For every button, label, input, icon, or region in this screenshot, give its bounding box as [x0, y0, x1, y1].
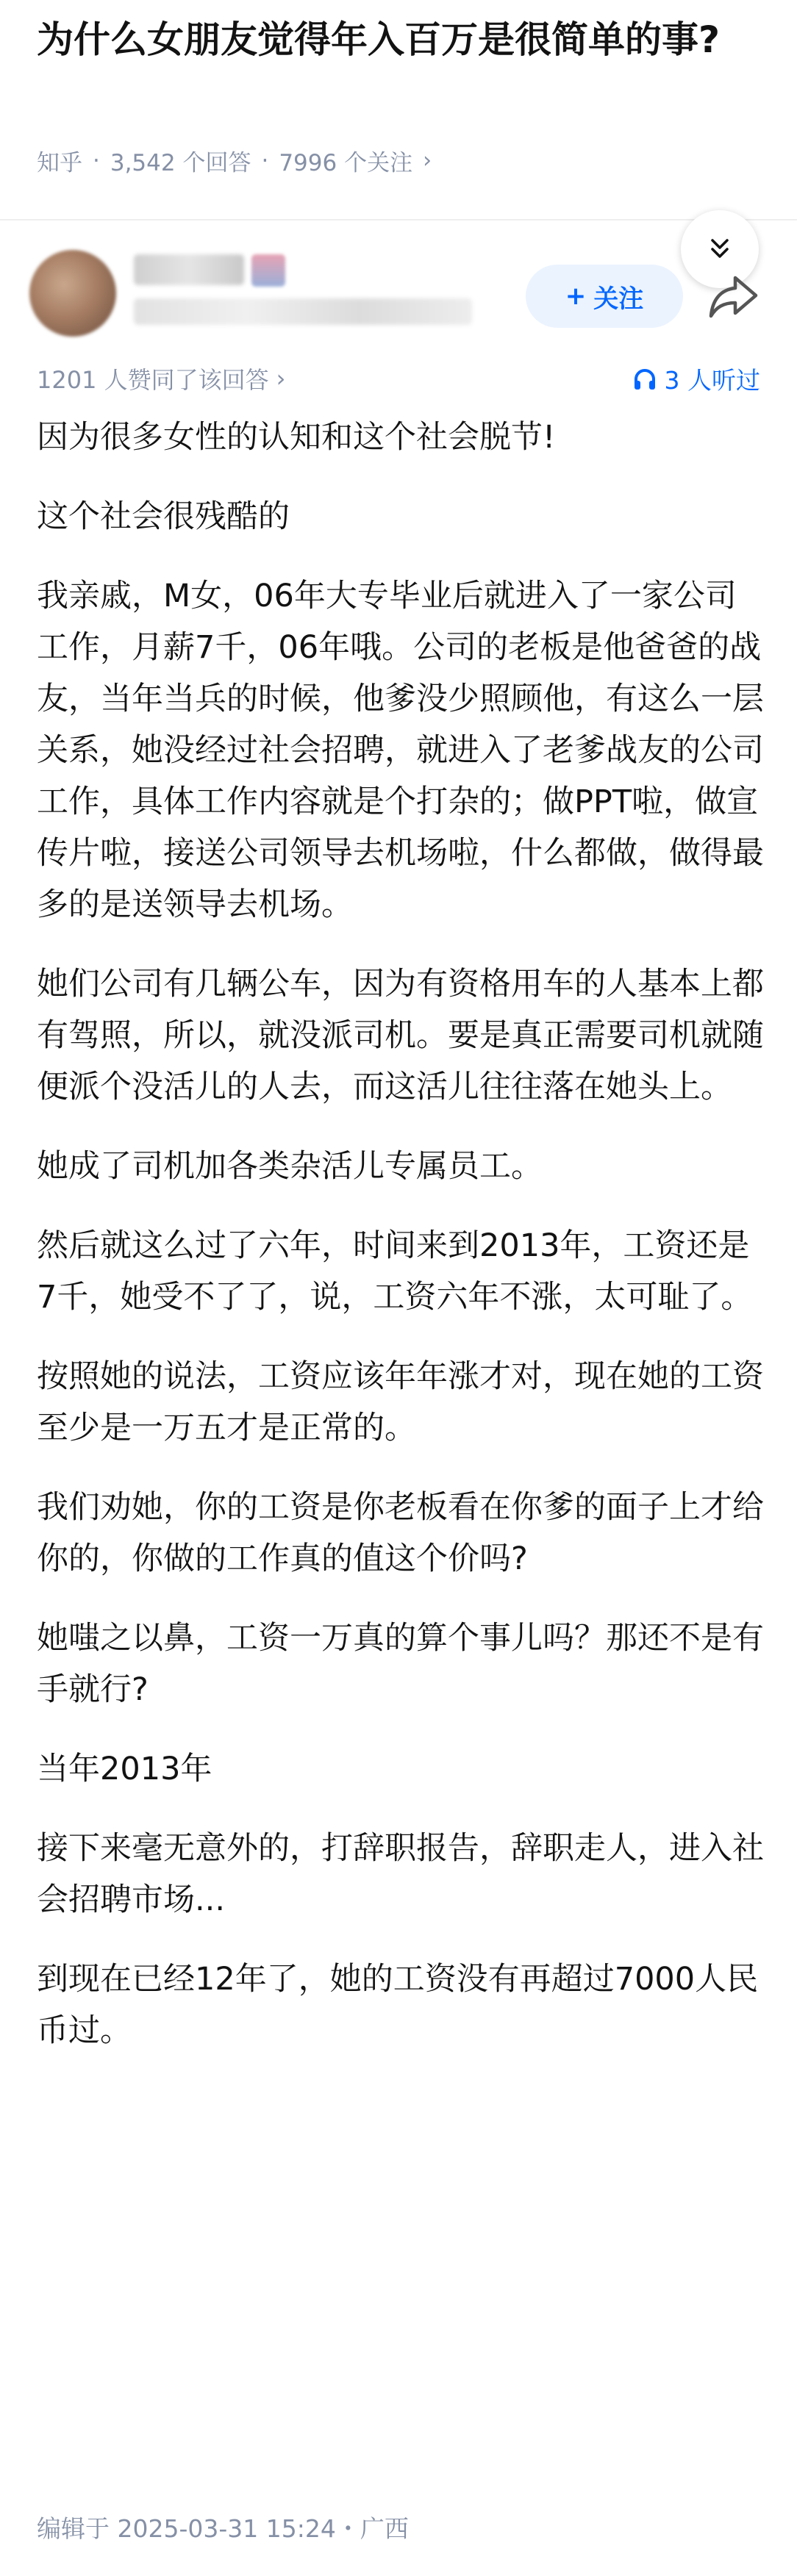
paragraph: 我亲戚，M女，06年大专毕业后就进入了一家公司工作，月薪7千，06年哦。公司的老板是他爸爸的战友，当年当兵的时候，他爹没少照顾他，有这么一层关系，她没经过社会招聘，就进入了老爹战友的公司工作，具体工作内容就是个打杂的；做PPT啦，做宣传片啦，接送公司领导去机场啦，什么都做，做得最多的是送领导去机场。 [37, 578, 764, 923]
upvote-count: 1201 人赞同了该回答 [37, 366, 269, 394]
paragraph: 接下来毫无意外的，打辞职报告，辞职走人，进入社会招聘市场... [37, 1830, 764, 1918]
follow-label: 关注 [593, 284, 644, 314]
author-bio-blurred [134, 298, 472, 325]
paragraph: 当年2013年 [37, 1751, 212, 1787]
plus-icon: + [565, 281, 587, 311]
separator-dot: · [261, 147, 269, 174]
paragraph: 因为很多女性的认知和这个社会脱节! [37, 419, 556, 456]
headphones-icon [632, 367, 657, 392]
paragraph: 到现在已经12年了，她的工资没有再超过7000人民币过。 [37, 1961, 759, 2049]
author-badge-icon [251, 254, 285, 287]
separator-dot: · [93, 147, 100, 174]
author-name-blurred[interactable] [134, 254, 244, 285]
paragraph: 她成了司机加各类杂活儿专属员工。 [37, 1148, 543, 1185]
listen-count[interactable] [632, 362, 761, 396]
question-title[interactable]: 为什么女朋友觉得年入百万是很简单的事? [37, 18, 721, 61]
upvote-summary[interactable] [37, 362, 285, 395]
source-label: 知乎 [37, 150, 82, 176]
answer-content [37, 412, 765, 2084]
follow-button[interactable] [526, 265, 683, 328]
answer-count[interactable]: 3,542 个回答 [110, 150, 251, 176]
paragraph: 我们劝她，你的工资是你老板看在你爹的面子上才给你的，你做的工作真的值这个价吗? [37, 1489, 764, 1577]
edit-timestamp: 编辑于 2025-03-31 15:24・广西 [37, 2514, 409, 2543]
listen-label: 3 人听过 [664, 366, 760, 395]
chevron-right-icon: › [276, 365, 286, 392]
divider [0, 219, 797, 220]
paragraph: 她们公司有几辆公车，因为有资格用车的人基本上都有驾照，所以，就没派司机。要是真正需要司机就随便派个没活儿的人去，而这活儿往往落在她头上。 [37, 966, 764, 1105]
avatar[interactable] [29, 250, 116, 337]
paragraph: 这个社会很残酷的 [37, 498, 290, 535]
paragraph: 按照她的说法，工资应该年年涨才对，现在她的工资至少是一万五才是正常的。 [37, 1358, 764, 1446]
question-meta[interactable] [37, 144, 432, 177]
share-icon[interactable] [707, 272, 760, 320]
double-chevron-down-icon [705, 234, 735, 264]
chevron-right-icon: › [423, 148, 432, 173]
paragraph: 她嗤之以鼻，工资一万真的算个事儿吗？那还不是有手就行? [37, 1620, 764, 1708]
paragraph: 然后就这么过了六年，时间来到2013年，工资还是7千，她受不了了，说，工资六年不涨，太可耻了。 [37, 1227, 753, 1316]
follower-count: 7996 个关注 [279, 150, 413, 176]
